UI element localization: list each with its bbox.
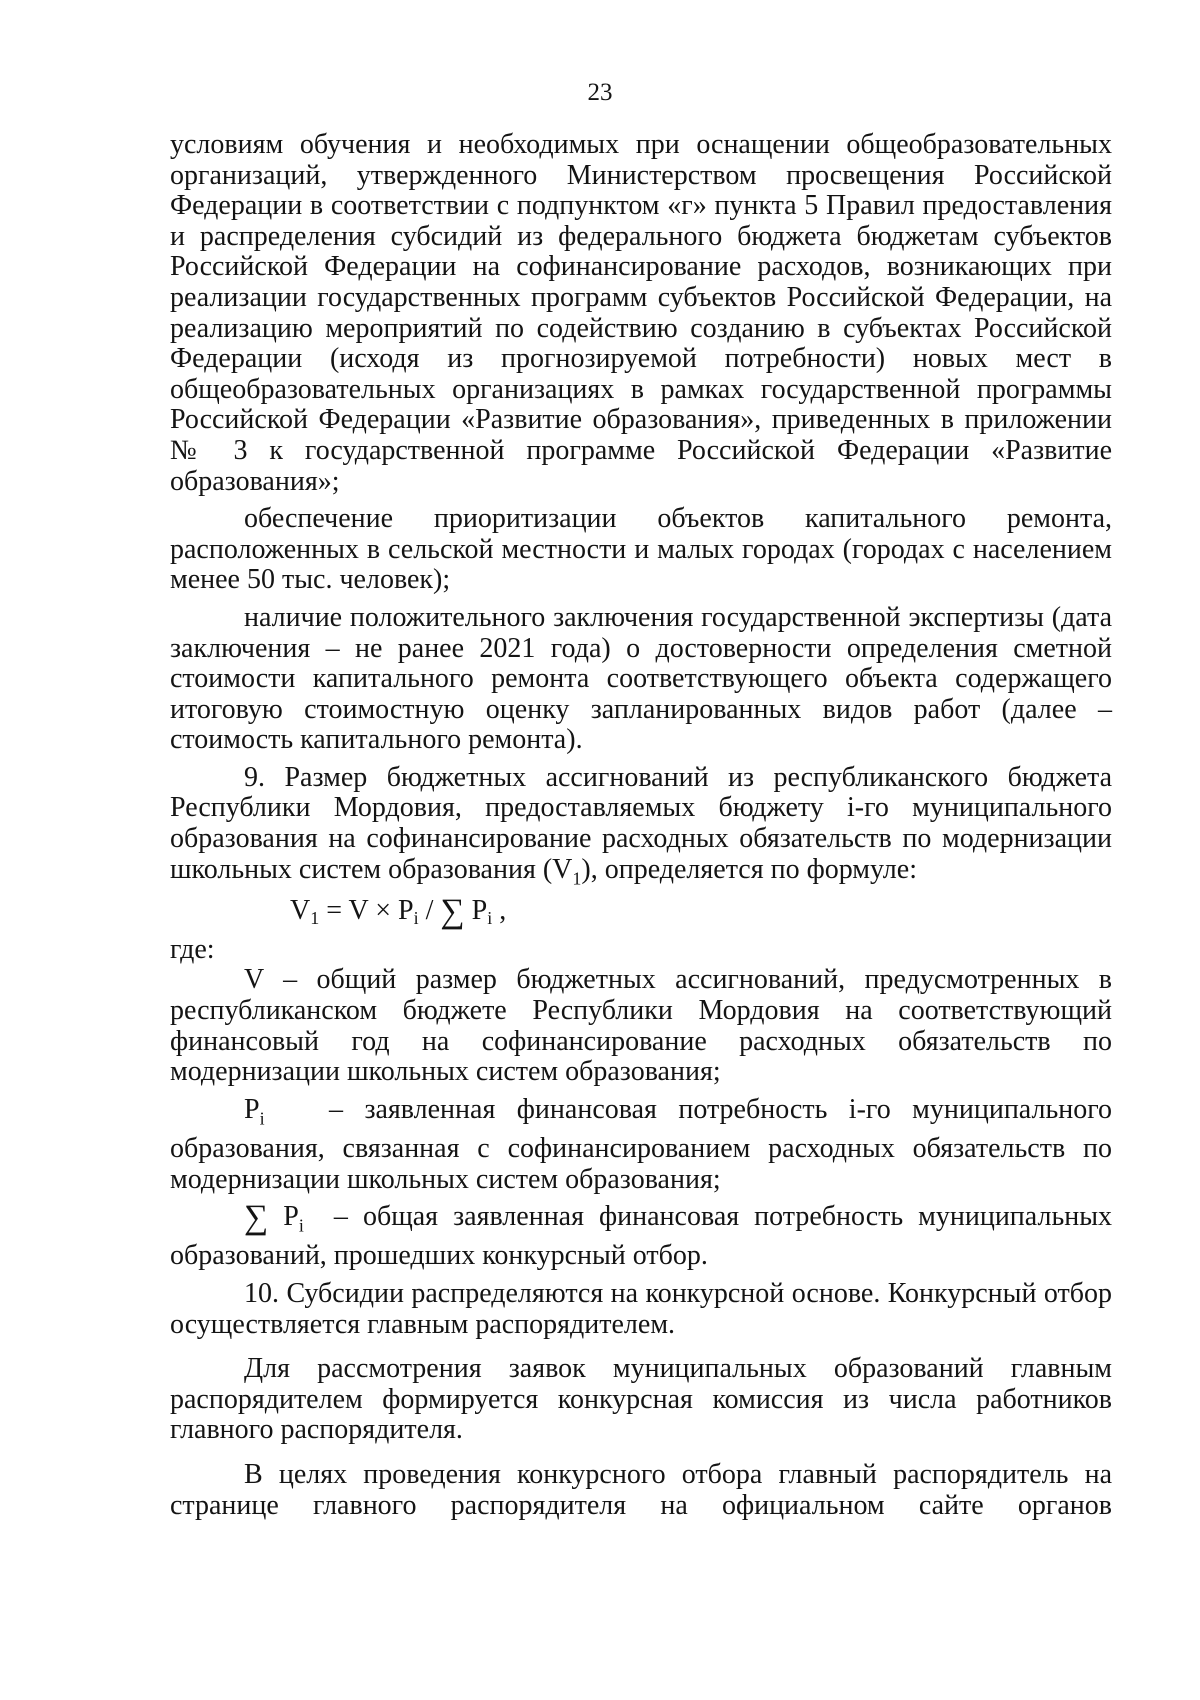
formula-rhs: P xyxy=(464,894,488,926)
definition-pi-symbol: P xyxy=(244,1093,260,1125)
definition-sum-text: – общая заявленная финансовая потребность муниципальных образований, прошедших конкурсный отбор. xyxy=(170,1201,1120,1272)
page-number: 23 xyxy=(587,79,613,106)
paragraph-clause-10: 10. Субсидии распределяются на конкурсной основе. Конкурсный отбор осуществляется главным распорядителем. xyxy=(170,1277,1112,1340)
definition-v-text: – общий размер бюджетных ассигнований, предусмотренных в республиканском бюджете Республики Мордовия на соответствующий финансовый год на софинансирование расходных обязательств по модернизации школьных систем образования; xyxy=(170,964,1112,1088)
paragraph-prioritization: обеспечение приоритизации объектов капитального ремонта, расположенных в сельской местности и малых городах (городах с населением менее 50 тыс. человек); xyxy=(170,503,1112,596)
formula-tail: , xyxy=(492,894,507,926)
clause-9-text: 9. Размер бюджетных ассигнований из республиканского бюджета Республики Мордовия, предоставляемых бюджету i-го муниципального образования на софинансирование расходных обязательств по модернизации школьных систем образования (V xyxy=(170,761,1112,885)
document-body xyxy=(170,129,1120,1521)
paragraph-commission: Для рассмотрения заявок муниципальных образований главным распорядителем формируется конкурсная комиссия из числа работников главного распорядителя. xyxy=(170,1353,1112,1446)
formula-lhs: V xyxy=(290,894,311,926)
paragraph-expertise: наличие положительного заключения государственной экспертизы (дата заключения – не ранее 2021 года) о достоверности определения сметной стоимости капитального ремонта соответствующего объекта содержащего итоговую стоимостную оценку запланированных видов работ (далее – стоимость капитального ремонта). xyxy=(170,601,1112,756)
paragraph-clause-9 xyxy=(170,763,1112,894)
definition-v-symbol: V xyxy=(244,964,264,996)
formula xyxy=(170,894,1112,935)
definition-pi-text: – заявленная финансовая потребность i-го муниципального образования, связанная с софинансированием расходных обязательств по модернизации школьных систем образования; xyxy=(170,1093,1119,1195)
sum-sign-icon: ∑ xyxy=(244,1199,269,1237)
clause-9-tail: ), определяется по формуле: xyxy=(581,853,917,885)
sum-sign-icon: ∑ xyxy=(440,892,465,930)
paragraph-selection: В целях проведения конкурсного отбора главный распорядитель на странице главного распорядителя на официальном сайте органов xyxy=(170,1458,1112,1521)
formula-mid-subscript: i xyxy=(413,907,419,928)
paragraph-conditions: условиям обучения и необходимых при оснащении общеобразовательных организаций, утвержденного Министерством просвещения Российской Федерации в соответствии с подпунктом «г» пункта 5 Правил предоставления и распределения субсидий из федерального бюджета бюджетам субъектов Российской Федерации на софинансирование расходов, возникающих при реализации государственных программ субъектов Российской Федерации, на реализацию мероприятий по содействию созданию в субъектах Российской Федерации (исходя из прогнозируемой потребности) новых мест в общеобразовательных организациях в рамках государственной программы Российской Федерации «Развитие образования», приведенных в приложении № 3 к государственной программе Российской Федерации «Развитие образования»; xyxy=(170,129,1112,497)
where-label: где: xyxy=(170,933,215,965)
definition-sum xyxy=(170,1199,1120,1272)
formula-slash: / xyxy=(418,894,441,926)
formula-lhs-subscript: 1 xyxy=(310,907,320,928)
definition-sum-symbol: P xyxy=(268,1201,299,1233)
clause-9-subscript: 1 xyxy=(572,868,582,889)
definition-sum-subscript: i xyxy=(298,1215,304,1236)
formula-rhs-subscript: i xyxy=(487,907,493,928)
definition-v xyxy=(170,965,1112,1087)
formula-mid: = V × P xyxy=(319,894,414,926)
definition-pi-subscript: i xyxy=(259,1108,265,1129)
definition-pi xyxy=(170,1093,1119,1195)
